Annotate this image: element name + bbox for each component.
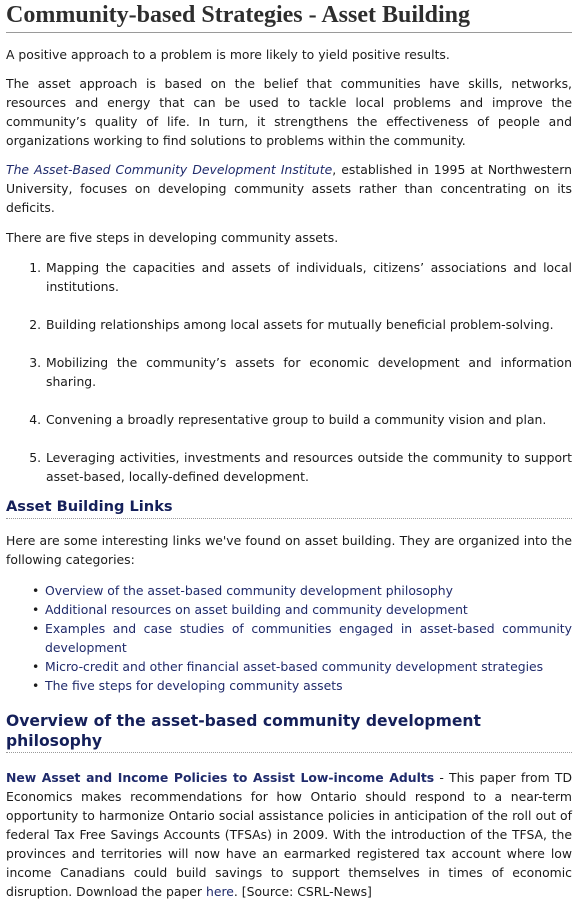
page-title: Community-based Strategies - Asset Building: [6, 0, 572, 33]
download-here-link[interactable]: here: [205, 884, 234, 899]
page: [6, 0, 572, 901]
steps-list: [6, 258, 572, 486]
step-item: 3. Mobilizing the community’s assets for economic development and information sharing.: [45, 353, 572, 391]
category-item: [32, 581, 572, 600]
article-link[interactable]: New Asset and Income Policies to Assist Low-income Adults: [6, 770, 435, 785]
category-item: [32, 676, 572, 695]
category-link-resources[interactable]: Additional resources on asset building and community development: [45, 602, 468, 617]
category-link-examples[interactable]: Examples and case studies of communities engaged in asset-based community development: [45, 621, 572, 655]
category-item: [32, 619, 572, 657]
article-description: - This paper from TD Economics makes recommendations for how Ontario should respond to a near-term opportunity to harmonize Ontario social assistance policies in anticipation of the roll out of federal Tax Free Savings Accounts (TFSAs) in 2009. With the introduction of the TFSA, the provinces and territories will now have an earmarked registered tax account where low income Canadians could build savings to support themselves in times of economic disruption. Download the paper: [6, 770, 572, 899]
step-item: 2. Building relationships among local assets for mutually beneficial problem-solving.: [45, 315, 572, 334]
bullet-icon: •: [32, 602, 40, 617]
institute-link[interactable]: The Asset-Based Community Development Institute: [6, 162, 333, 177]
category-link-micro-credit[interactable]: Micro-credit and other financial asset-based community development strategies: [45, 659, 544, 674]
article-source: . [Source: CSRL-News]: [233, 884, 372, 899]
category-link-five-steps[interactable]: The five steps for developing community assets: [45, 678, 343, 693]
institute-description: , established in 1995 at Northwestern University, focuses on developing community assets rather than concentrating on its deficits.: [6, 162, 572, 215]
bullet-icon: •: [32, 678, 40, 693]
intro-paragraph: A positive approach to a problem is more likely to yield positive results.: [6, 47, 450, 62]
step-item: 4. Convening a broadly representative group to build a community vision and plan.: [45, 410, 572, 429]
category-list: [6, 581, 572, 695]
category-link-overview[interactable]: Overview of the asset-based community development philosophy: [45, 583, 453, 598]
asset-building-links-heading: Asset Building Links: [6, 497, 572, 519]
step-item: 5. Leveraging activities, investments and resources outside the community to support asset-based, locally-defined development.: [45, 448, 572, 486]
overview-heading: Overview of the asset-based community development philosophy: [6, 711, 572, 753]
step-item: 1. Mapping the capacities and assets of individuals, citizens’ associations and local institutions.: [45, 258, 572, 296]
links-intro: Here are some interesting links we've found on asset building. They are organized into the following categories:: [6, 533, 572, 567]
bullet-icon: •: [32, 659, 40, 674]
category-item: [32, 600, 572, 619]
overview-article-paragraph: [6, 768, 572, 901]
institute-paragraph: [6, 160, 572, 217]
steps-intro: There are five steps in developing community assets.: [6, 230, 339, 245]
asset-approach-paragraph: The asset approach is based on the belief that communities have skills, networks, resources and energy that can be used to tackle local problems and improve the community’s quality of life. In turn, it strengthens the effectiveness of people and organizations working to find solutions to problems within the community.: [6, 76, 572, 148]
bullet-icon: •: [32, 583, 40, 598]
category-item: [32, 657, 572, 676]
bullet-icon: •: [32, 621, 40, 636]
